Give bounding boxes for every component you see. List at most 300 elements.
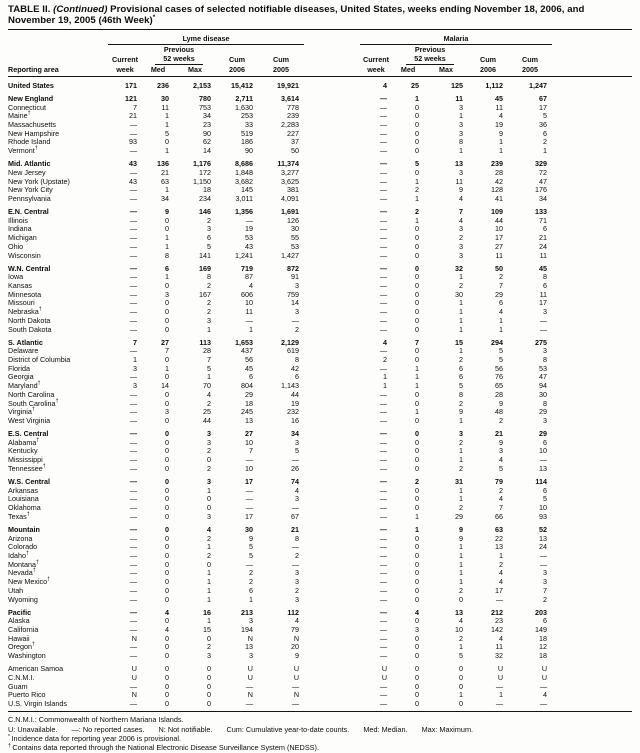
- value-cell: —: [291, 681, 300, 691]
- reporting-area-cell: Vermont†: [8, 145, 38, 156]
- value-cell: —: [379, 159, 388, 169]
- end-spacer-cell: [552, 234, 632, 243]
- value-cell: 0: [415, 281, 420, 291]
- value-cell: 0: [415, 690, 420, 700]
- value-cell: 1: [415, 524, 420, 534]
- end-spacer-cell: [552, 121, 632, 130]
- value-cell: 141: [199, 250, 211, 260]
- value-cell: —: [129, 494, 137, 504]
- value-cell: 11: [161, 102, 169, 112]
- reporting-area-cell: Arkansas: [8, 485, 38, 495]
- value-cell: 0: [415, 250, 420, 260]
- footnote-provisional: * Incidence data for reporting year 2006 is provisional.: [8, 733, 182, 743]
- reporting-area-cell: American Samoa: [8, 664, 64, 674]
- table-row: [8, 513, 632, 522]
- value-cell: 29: [539, 407, 548, 417]
- value-cell: —: [129, 128, 137, 138]
- value-cell: 32: [455, 263, 464, 273]
- table-header: [8, 31, 632, 77]
- value-cell: —: [129, 346, 137, 356]
- value-cell: 7: [415, 337, 420, 347]
- value-cell: 1: [415, 215, 420, 225]
- value-cell: 9: [499, 437, 504, 447]
- mid-spacer-cell: [304, 578, 360, 587]
- value-cell: 18: [245, 398, 253, 408]
- value-cell: 1: [249, 594, 253, 604]
- value-cell: 3: [207, 315, 211, 325]
- value-cell: 232: [287, 407, 300, 417]
- value-cell: 79: [291, 625, 300, 635]
- value-cell: 1: [543, 146, 548, 156]
- value-cell: 0: [165, 455, 169, 465]
- value-cell: 1: [383, 381, 388, 391]
- value-cell: U: [381, 672, 388, 682]
- end-spacer-cell: [552, 112, 632, 121]
- value-cell: 7: [133, 337, 137, 347]
- value-cell: 3: [543, 568, 548, 578]
- end-spacer-cell: [552, 569, 632, 578]
- value-cell: 3: [207, 511, 211, 521]
- value-cell: 18: [203, 185, 211, 195]
- value-cell: 3: [543, 415, 548, 425]
- reporting-area-cell: Delaware: [8, 346, 39, 356]
- end-spacer-cell: [552, 652, 632, 661]
- value-cell: 3: [133, 381, 137, 391]
- reporting-area-cell: New Mexico†: [8, 576, 51, 587]
- value-cell: —: [379, 642, 388, 652]
- reporting-area-cell: Oklahoma: [8, 503, 41, 513]
- value-cell: 0: [415, 167, 420, 177]
- value-cell: 1,848: [235, 167, 253, 177]
- value-cell: 14: [291, 298, 300, 308]
- value-cell: 1: [207, 585, 211, 595]
- value-cell: 3: [295, 307, 300, 317]
- value-cell: 6: [165, 263, 169, 273]
- value-cell: 1: [207, 485, 211, 495]
- value-cell: 71: [539, 215, 548, 225]
- value-cell: 33: [245, 119, 253, 129]
- value-cell: 239: [287, 111, 300, 121]
- value-cell: 1: [459, 307, 464, 317]
- value-cell: 55: [291, 233, 300, 243]
- reporting-area-cell: W.N. Central: [8, 263, 51, 273]
- value-cell: —: [379, 633, 388, 643]
- value-cell: 0: [415, 324, 420, 334]
- value-cell: 9: [499, 398, 504, 408]
- value-cell: 142: [491, 625, 504, 635]
- end-spacer-cell: [552, 252, 632, 261]
- end-spacer-cell: [552, 626, 632, 635]
- value-cell: 1: [459, 690, 464, 700]
- table-row: [8, 282, 632, 291]
- value-cell: —: [245, 681, 253, 691]
- value-cell: —: [245, 315, 253, 325]
- value-cell: 34: [539, 193, 548, 203]
- mid-spacer-cell: [304, 178, 360, 187]
- value-cell: 4: [383, 337, 388, 347]
- value-cell: —: [379, 511, 388, 521]
- value-cell: 0: [415, 594, 420, 604]
- reporting-area-cell: New York City: [8, 185, 53, 195]
- value-cell: 213: [241, 607, 253, 617]
- value-cell: 10: [245, 463, 253, 473]
- value-cell: —: [360, 700, 392, 712]
- mid-spacer-cell: [304, 308, 360, 317]
- reporting-area-cell: Maryland†: [8, 380, 41, 391]
- mid-spacer-cell: [304, 273, 360, 282]
- value-cell: —: [291, 559, 300, 569]
- value-cell: 0: [415, 233, 420, 243]
- mid-spacer-cell: [304, 626, 360, 635]
- value-cell: —: [291, 315, 300, 325]
- reporting-area-cell: Illinois: [8, 215, 28, 225]
- value-cell: 2: [543, 137, 548, 147]
- value-cell: 6: [459, 372, 464, 382]
- value-cell: 2: [459, 281, 464, 291]
- end-spacer-cell: [552, 282, 632, 291]
- value-cell: U: [247, 664, 253, 674]
- subheader-row-upper: [8, 54, 632, 65]
- value-cell: —: [129, 119, 137, 129]
- title-text: Provisional cases of selected notifiable diseases, United States, weeks ending November 18, 2006, and November 19, 2005 (46th Week): [8, 4, 585, 27]
- value-cell: 1: [459, 568, 464, 578]
- value-cell: 72: [539, 167, 548, 177]
- mid-spacer-cell: [304, 408, 360, 417]
- value-cell: 437: [241, 346, 253, 356]
- value-cell: —: [379, 315, 388, 325]
- value-cell: 1: [459, 111, 464, 121]
- reporting-area-cell: Puerto Rico: [8, 690, 46, 700]
- end-spacer-cell: [552, 683, 632, 692]
- value-cell: 1: [459, 455, 464, 465]
- value-cell: 1: [415, 511, 420, 521]
- value-cell: 0: [415, 272, 420, 282]
- value-cell: 1: [249, 324, 253, 334]
- value-cell: 0: [415, 446, 420, 456]
- value-cell: —: [379, 446, 388, 456]
- value-cell: 10: [245, 298, 253, 308]
- mid-spacer-cell: [304, 299, 360, 308]
- reporting-area-cell: United States: [8, 80, 54, 90]
- reporting-area-cell: Alaska: [8, 616, 30, 626]
- value-cell: 24: [539, 241, 548, 251]
- value-cell: —: [379, 233, 388, 243]
- value-cell: —: [258, 700, 304, 712]
- end-spacer-cell: [552, 90, 632, 103]
- value-cell: —: [216, 700, 258, 712]
- value-cell: 0: [415, 533, 420, 543]
- value-cell: 10: [455, 625, 464, 635]
- table-body: [8, 77, 632, 712]
- end-spacer-cell: [552, 535, 632, 544]
- value-cell: 0: [207, 672, 211, 682]
- reporting-area-cell: North Dakota: [8, 315, 51, 325]
- mid-spacer-cell: [304, 587, 360, 596]
- value-cell: —: [245, 485, 253, 495]
- value-cell: 0: [165, 476, 169, 486]
- value-cell: 30: [291, 224, 300, 234]
- value-cell: 8: [459, 137, 464, 147]
- value-cell: 10: [539, 446, 548, 456]
- value-cell: 1: [165, 272, 169, 282]
- value-cell: —: [129, 524, 137, 534]
- value-cell: —: [468, 700, 508, 712]
- value-cell: —: [129, 446, 137, 456]
- value-cell: —: [379, 224, 388, 234]
- table-row: [8, 674, 632, 683]
- value-cell: 6: [543, 128, 548, 138]
- value-cell: 2: [499, 272, 504, 282]
- value-cell: —: [379, 690, 388, 700]
- value-cell: 2: [249, 568, 253, 578]
- value-cell: 0: [415, 315, 420, 325]
- end-spacer-cell: [552, 243, 632, 252]
- value-cell: 212: [491, 607, 504, 617]
- value-cell: 45: [495, 93, 504, 103]
- value-cell: —: [379, 128, 388, 138]
- table-row: [8, 273, 632, 282]
- value-cell: 0: [165, 389, 169, 399]
- value-cell: 172: [199, 167, 211, 177]
- value-cell: 1: [165, 363, 169, 373]
- value-cell: —: [291, 503, 300, 513]
- table-row: [8, 587, 632, 596]
- table-row: [8, 683, 632, 692]
- value-cell: N: [131, 633, 137, 643]
- value-cell: 1: [207, 568, 211, 578]
- value-cell: 0: [415, 494, 420, 504]
- reporting-area-cell: South Carolina†: [8, 398, 59, 408]
- malaria-max-label: Max: [424, 65, 468, 76]
- value-cell: 2: [499, 559, 504, 569]
- value-cell: 5: [459, 381, 464, 391]
- value-cell: 2: [207, 281, 211, 291]
- value-cell: —: [129, 250, 137, 260]
- value-cell: 6: [543, 437, 548, 447]
- value-cell: 47: [539, 176, 548, 186]
- mid-spacer-cell: [304, 225, 360, 234]
- value-cell: 5: [207, 363, 211, 373]
- value-cell: 126: [287, 215, 300, 225]
- end-spacer-cell: [552, 495, 632, 504]
- end-spacer-cell: [552, 617, 632, 626]
- value-cell: 6: [499, 298, 504, 308]
- table-row: [8, 195, 632, 204]
- value-cell: 6: [207, 233, 211, 243]
- mid-spacer-cell: [304, 195, 360, 204]
- value-cell: 8: [543, 272, 548, 282]
- value-cell: 9: [295, 651, 300, 661]
- mid-spacer-cell: [304, 356, 360, 365]
- footnotes: [8, 715, 632, 753]
- value-cell: 3: [459, 429, 464, 439]
- value-cell: 8: [295, 355, 300, 365]
- value-cell: 606: [241, 289, 253, 299]
- malaria-2005-label: 2005: [508, 65, 552, 76]
- value-cell: 7: [207, 355, 211, 365]
- table-row: [8, 700, 632, 712]
- value-cell: 4: [295, 485, 300, 495]
- end-spacer-cell: [552, 373, 632, 382]
- reporting-area-cell: New Hampshire: [8, 128, 60, 138]
- value-cell: U: [541, 672, 548, 682]
- value-cell: 13: [245, 642, 253, 652]
- value-cell: 1: [415, 176, 420, 186]
- value-cell: 45: [245, 363, 253, 373]
- reporting-area-cell: Wisconsin: [8, 250, 41, 260]
- lyme-52weeks-label: 52 weeks: [142, 54, 216, 65]
- value-cell: 37: [291, 137, 300, 147]
- reporting-area-cell: Idaho†: [8, 550, 29, 560]
- reporting-area-cell: District of Columbia: [8, 355, 71, 365]
- value-cell: 1,356: [235, 207, 253, 217]
- mid-spacer-cell: [304, 596, 360, 605]
- value-cell: 1: [415, 363, 420, 373]
- value-cell: 759: [287, 289, 300, 299]
- value-cell: 3: [295, 577, 300, 587]
- value-cell: —: [129, 503, 137, 513]
- value-cell: 3: [207, 224, 211, 234]
- table-row: [8, 391, 632, 400]
- end-spacer-cell: [552, 700, 632, 712]
- value-cell: —: [379, 250, 388, 260]
- value-cell: 0: [165, 542, 169, 552]
- value-cell: 1: [499, 324, 504, 334]
- value-cell: —: [245, 494, 253, 504]
- value-cell: 47: [539, 372, 548, 382]
- mid-spacer-cell: [304, 447, 360, 456]
- value-cell: —: [379, 542, 388, 552]
- value-cell: 67: [539, 93, 548, 103]
- reporting-area-cell: New England: [8, 93, 54, 103]
- value-cell: 3: [295, 494, 300, 504]
- value-cell: —: [379, 503, 388, 513]
- value-cell: 93: [539, 511, 548, 521]
- reporting-area-cell: Oregon†: [8, 642, 35, 652]
- value-cell: 17: [539, 298, 548, 308]
- value-cell: 5: [543, 111, 548, 121]
- value-cell: 1: [165, 111, 169, 121]
- value-cell: —: [379, 559, 388, 569]
- value-cell: N: [247, 633, 253, 643]
- value-cell: —: [129, 542, 137, 552]
- value-cell: 0: [165, 651, 169, 661]
- value-cell: 227: [287, 128, 300, 138]
- title-rule: [8, 29, 632, 30]
- value-cell: 11: [495, 642, 504, 652]
- value-cell: 8: [207, 272, 211, 282]
- value-cell: 21: [495, 429, 504, 439]
- value-cell: 90: [245, 146, 253, 156]
- value-cell: —: [379, 111, 388, 121]
- table-row: [8, 252, 632, 261]
- value-cell: 239: [491, 159, 504, 169]
- end-spacer-cell: [552, 147, 632, 156]
- mid-spacer-cell: [304, 373, 360, 382]
- value-cell: 4: [459, 193, 464, 203]
- reporting-area-cell: Michigan: [8, 233, 37, 243]
- value-cell: 63: [161, 176, 169, 186]
- mid-spacer-cell: [304, 661, 360, 674]
- value-cell: 9: [249, 533, 253, 543]
- title-footnote-marker: *: [152, 14, 156, 22]
- value-cell: 0: [165, 594, 169, 604]
- table-row: [8, 426, 632, 439]
- value-cell: 13: [455, 607, 464, 617]
- end-spacer-cell: [552, 674, 632, 683]
- mid-spacer-cell: [304, 487, 360, 496]
- value-cell: 13: [455, 159, 464, 169]
- value-cell: 25: [411, 80, 420, 90]
- value-cell: —: [379, 207, 388, 217]
- table-row: [8, 408, 632, 417]
- value-cell: 8: [295, 533, 300, 543]
- value-cell: 2: [207, 398, 211, 408]
- mid-spacer-cell: [304, 643, 360, 652]
- reporting-area-cell: Kansas: [8, 281, 32, 291]
- mid-spacer-cell: [304, 543, 360, 552]
- value-cell: —: [379, 119, 388, 129]
- value-cell: 11: [455, 176, 464, 186]
- value-cell: 1: [207, 372, 211, 382]
- value-cell: 2: [207, 446, 211, 456]
- table-row: [8, 308, 632, 317]
- value-cell: 48: [495, 407, 504, 417]
- value-cell: 3: [295, 594, 300, 604]
- table-row: [8, 77, 632, 91]
- lyme-previous-label: Previous: [163, 45, 195, 54]
- value-cell: 4: [499, 568, 504, 578]
- value-cell: —: [379, 577, 388, 587]
- end-spacer-cell: [552, 225, 632, 234]
- reporting-area-cell: S. Atlantic: [8, 337, 43, 347]
- value-cell: —: [129, 577, 137, 587]
- value-cell: 0: [165, 215, 169, 225]
- value-cell: —: [129, 398, 137, 408]
- value-cell: —: [379, 193, 388, 203]
- value-cell: 0: [165, 137, 169, 147]
- value-cell: 0: [207, 455, 211, 465]
- value-cell: 0: [459, 594, 464, 604]
- value-cell: —: [379, 389, 388, 399]
- value-cell: 4: [207, 389, 211, 399]
- value-cell: 145: [241, 185, 253, 195]
- value-cell: U: [497, 672, 504, 682]
- value-cell: 0: [165, 224, 169, 234]
- value-cell: 52: [539, 524, 548, 534]
- value-cell: 1: [207, 542, 211, 552]
- value-cell: —: [379, 651, 388, 661]
- table-row: [8, 465, 632, 474]
- table-title: [8, 4, 632, 27]
- value-cell: 36: [539, 119, 548, 129]
- table-row: [8, 417, 632, 426]
- reporting-area-cell: Tennessee†: [8, 463, 46, 473]
- value-cell: 7: [459, 207, 464, 217]
- value-cell: 2,283: [281, 119, 300, 129]
- mid-spacer-cell: [304, 252, 360, 261]
- value-cell: 3: [249, 616, 253, 626]
- malaria-med-label: Med: [392, 65, 424, 76]
- value-cell: 0: [165, 307, 169, 317]
- value-cell: 56: [495, 363, 504, 373]
- value-cell: 63: [495, 524, 504, 534]
- value-cell: 3: [295, 568, 300, 578]
- value-cell: 9: [459, 533, 464, 543]
- value-cell: 121: [125, 93, 137, 103]
- table-row: [8, 522, 632, 535]
- footnote-legend-item: U: Unavailable.: [8, 724, 58, 734]
